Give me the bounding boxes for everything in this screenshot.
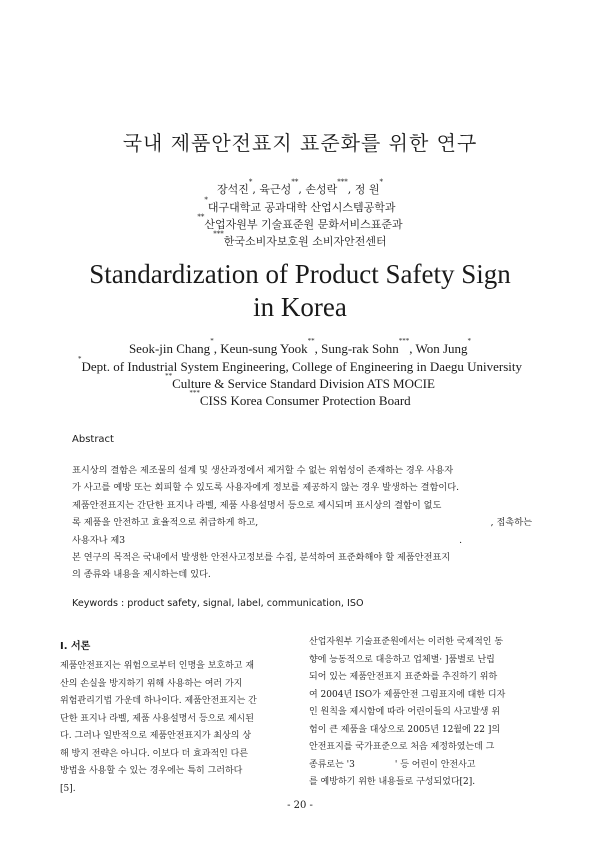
korean-title: 국내 제품안전표지 표준화를 위한 연구 [122,131,478,155]
author-1-kr: 장석진 [217,183,249,196]
abstract-body: 표시상의 결함은 제조물의 설계 및 생산과정에서 제거할 수 없는 위험성이 존재하는 경우 사용자 가 사고를 예방 또는 회피할 수 있도록 사용자에게 정보를 제공하지 않는 경우 발생하는 결함이다. 제품안전표지는 간단한 표지나 라벨, 제품 사용설명서 등으로 제시되며 표시상의 결함이 없도 록 제품을 안전하고 효율적으로 취급하게 하고, , 접촉하는 사용자나 제3 . 본 연구의 목적은 국내에서 발생한 안전사고정보를 수집, 분석하여 표준화해야 할 제품안전표지 의 종류와 내용을 제시하는데 있다. [72,465,532,581]
korean-authors: 장석진*, 육근성**, 손성락***, 정 원* [217,178,383,196]
affiliation-en-1: *Dept. of Industrial System Engineering, College of Engineering in Daegu University [78,355,522,374]
english-title: Standardization of Product Safety Sign in Korea [89,259,511,322]
affiliation-kr-1: *대구대학교 공과대학 산업시스템공학과 [204,196,396,214]
affiliation-en-3: ***CISS Korea Consumer Protection Board [189,389,411,408]
affiliation-kr-3: ***한국소비자보호원 소비자안전센터 [213,230,387,248]
author-2-kr: 육근성 [259,183,292,196]
section-title: I. 서론 [60,641,91,652]
author-4-kr: 정 원 [354,183,380,196]
keywords: Keywords : product safety, signal, label, communication, ISO [72,598,364,609]
right-column: 산업자원부 기술표준원에서는 이러한 국제적인 동 향에 능동적으로 대응하고 업체별· ]품별로 난립 되어 있는 제품안전표지 표준화를 추진하기 위하 여 2004년 ISO가 제품안전 그림표지에 대한 디자 인 원칙을 제시함에 따라 어린이들의 사고발생 위 험이 큰 제품을 대상으로 2005년 12월에 22 ]의 안전표지를 국가표준으로 처음 제정하였는데 그 종류로는 '3 ' 등 어린이 안전사고 를 예방하기 위한 내용들로 구성되었다[2]. [309,637,506,787]
author-3-kr: 손성락 [305,183,338,196]
affiliation-en-2: **Culture & Service Standard Division ATS MOCIE [165,372,435,391]
english-authors: Seok-jin Chang*, Keun-sung Yook**, Sung-rak Sohn***, Won Jung* [128,337,472,356]
affiliation-kr-2: **산업자원부 기술표준원 문화서비스표준과 [197,213,403,231]
page-number: - 20 - [287,800,313,811]
abstract-label: Abstract [72,434,114,445]
left-column: 제품안전표지는 위험으로부터 인명을 보호하고 재 산의 손실을 방지하기 위해 사용하는 여러 가지 위험관리기법 가운데 하나이다. 제품안전표지는 간 단한 표지나 라벨, 제품 사용설명서 등으로 제시된 다. 그러나 일반적으로 제품안전표지가 최상의 상 해 방지 전략은 아니다. 이보다 더 효과적인 다른 방법을 사용할 수 있는 경우에는 특히 그러하다 [5]. [60,661,257,794]
